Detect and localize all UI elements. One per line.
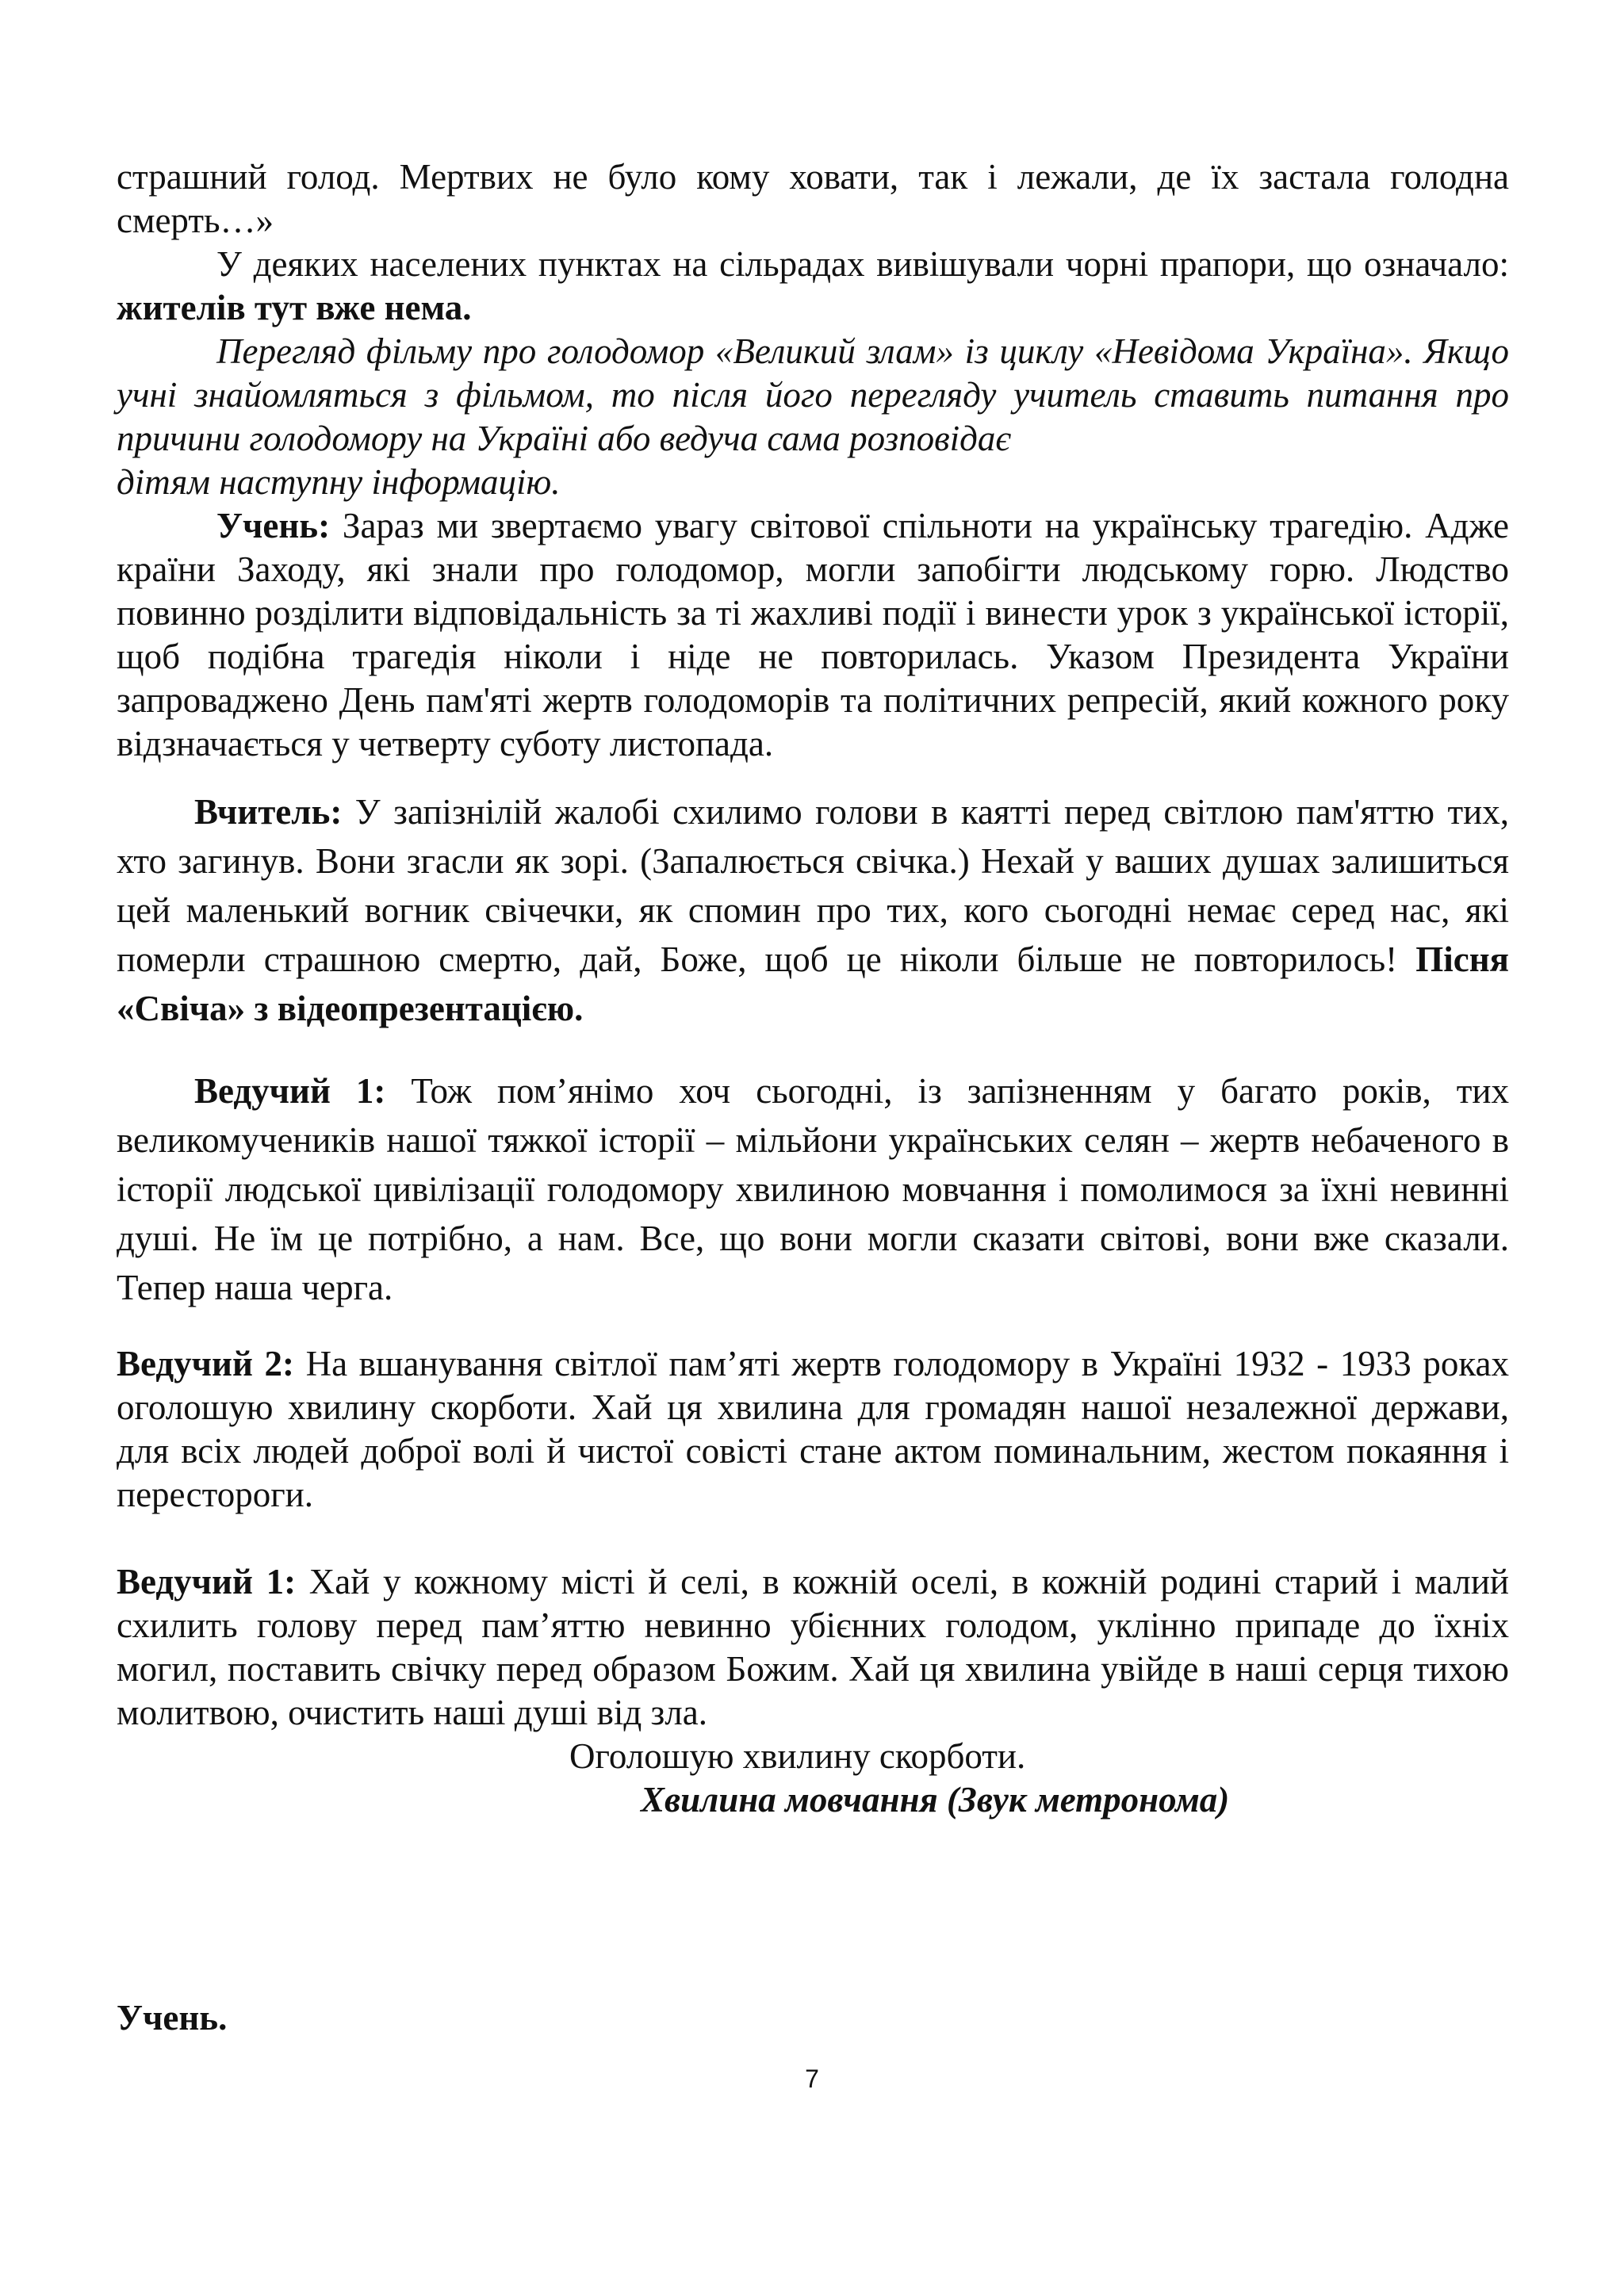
teacher-paragraph — [117, 787, 1509, 1033]
teacher-song-text: Пісня «Свіча» з відеопрезентацією. — [117, 939, 1509, 1028]
film-text: Перегляд фільму про голодомор «Великий злам» із циклу «Невідома Україна». Якщо учні знайомляться з фільмом, то після його перегляду учитель ставить питання про причини голодомору на Україні або ведуча сама розповідає — [117, 331, 1509, 458]
student-paragraph — [117, 504, 1509, 766]
film-paragraph — [117, 330, 1509, 461]
host2-paragraph — [117, 1342, 1509, 1517]
student-speaker: Учень: — [216, 506, 331, 545]
film-continuation — [117, 461, 1509, 504]
host1-speaker: Ведучий 1: — [194, 1071, 386, 1111]
silence-line — [641, 1778, 1229, 1822]
teacher-text: У запізнілій жалобі схилимо голови в каятті перед світлою пам'яттю тих, хто загинув. Вони згасли як зорі. (Запалюється свічка.) Нехай у ваших душах залишиться цей маленький вогник свічечки, як спомин про тих, кого сьогодні немає серед нас, які померли страшною смертю, дай, Боже, щоб це ніколи більше не повторилось! — [117, 792, 1509, 979]
film-continuation-text: дітям наступну інформацію. — [117, 462, 561, 502]
teacher-speaker: Вчитель: — [194, 792, 343, 832]
silence-text: Хвилина мовчання (Звук метронома) — [641, 1780, 1230, 1820]
host1b-text: Хай у кожному місті й селі, в кожній оселі, в кожній родині старий і малий схилить голову перед пам’яттю невинно убієнних голодом, уклінно припаде до їхніх могил, поставить свічку перед образом Божим. Хай ця хвилина увійде в наші серця тихою молитвою, очистить наші душі від зла. — [117, 1562, 1509, 1732]
host1b-speaker: Ведучий 1: — [117, 1562, 297, 1601]
host2-speaker: Ведучий 2: — [117, 1344, 294, 1383]
page-number: 7 — [805, 2064, 819, 2093]
student-final-text: Учень. — [117, 1998, 228, 2038]
flags-text: У деяких населених пунктах на сільрадах вивішували чорні прапори, що означало: — [216, 244, 1509, 284]
intro-text: страшний голод. Мертвих не було кому ховати, так і лежали, де їх застала голодна смерть…» — [117, 157, 1509, 240]
flags-paragraph — [117, 243, 1509, 330]
host1-paragraph — [117, 1066, 1509, 1312]
flags-bold-text: жителів тут вже нема. — [117, 288, 472, 327]
announce-text: Оголошую хвилину скорботи. — [569, 1736, 1026, 1776]
host1-text: Тож пом’янімо хоч сьогодні, із запізненням у багато років, тих великомучеників нашої тяжкої історії – мільйони українських селян – жертв небаченого в історії людської цивілізації голодомору хвилиною мовчання і помолимося за їхні невинні душі. Не їм це потрібно, а нам. Все, що вони могли сказати світові, вони вже сказали. Тепер наша черга. — [117, 1071, 1509, 1307]
host1b-paragraph — [117, 1560, 1509, 1735]
announce-line — [569, 1735, 1025, 1778]
student-final-line — [117, 1996, 227, 2040]
student-text: Зараз ми звертаємо увагу світової спільноти на українську трагедію. Адже країни Заходу, які знали про голодомор, могли запобігти людському горю. Людство повинно розділити відповідальність за ті жахливі події і винести урок з української історії, щоб подібна трагедія ніколи і ніде не повторилась. Указом Президента України запроваджено День пам'яті жертв голодоморів та політичних репресій, який кожного року відзначається у четверту суботу листопада. — [117, 506, 1509, 763]
intro-paragraph — [117, 155, 1509, 243]
host2-text: На вшанування світлої пам’яті жертв голодомору в Україні 1932 - 1933 роках оголошую хвилину скорботи. Хай ця хвилина для громадян нашої незалежної держави, для всіх людей доброї волі й чистої совісті стане актом поминальним, жестом покаяння і перестороги. — [117, 1344, 1509, 1514]
